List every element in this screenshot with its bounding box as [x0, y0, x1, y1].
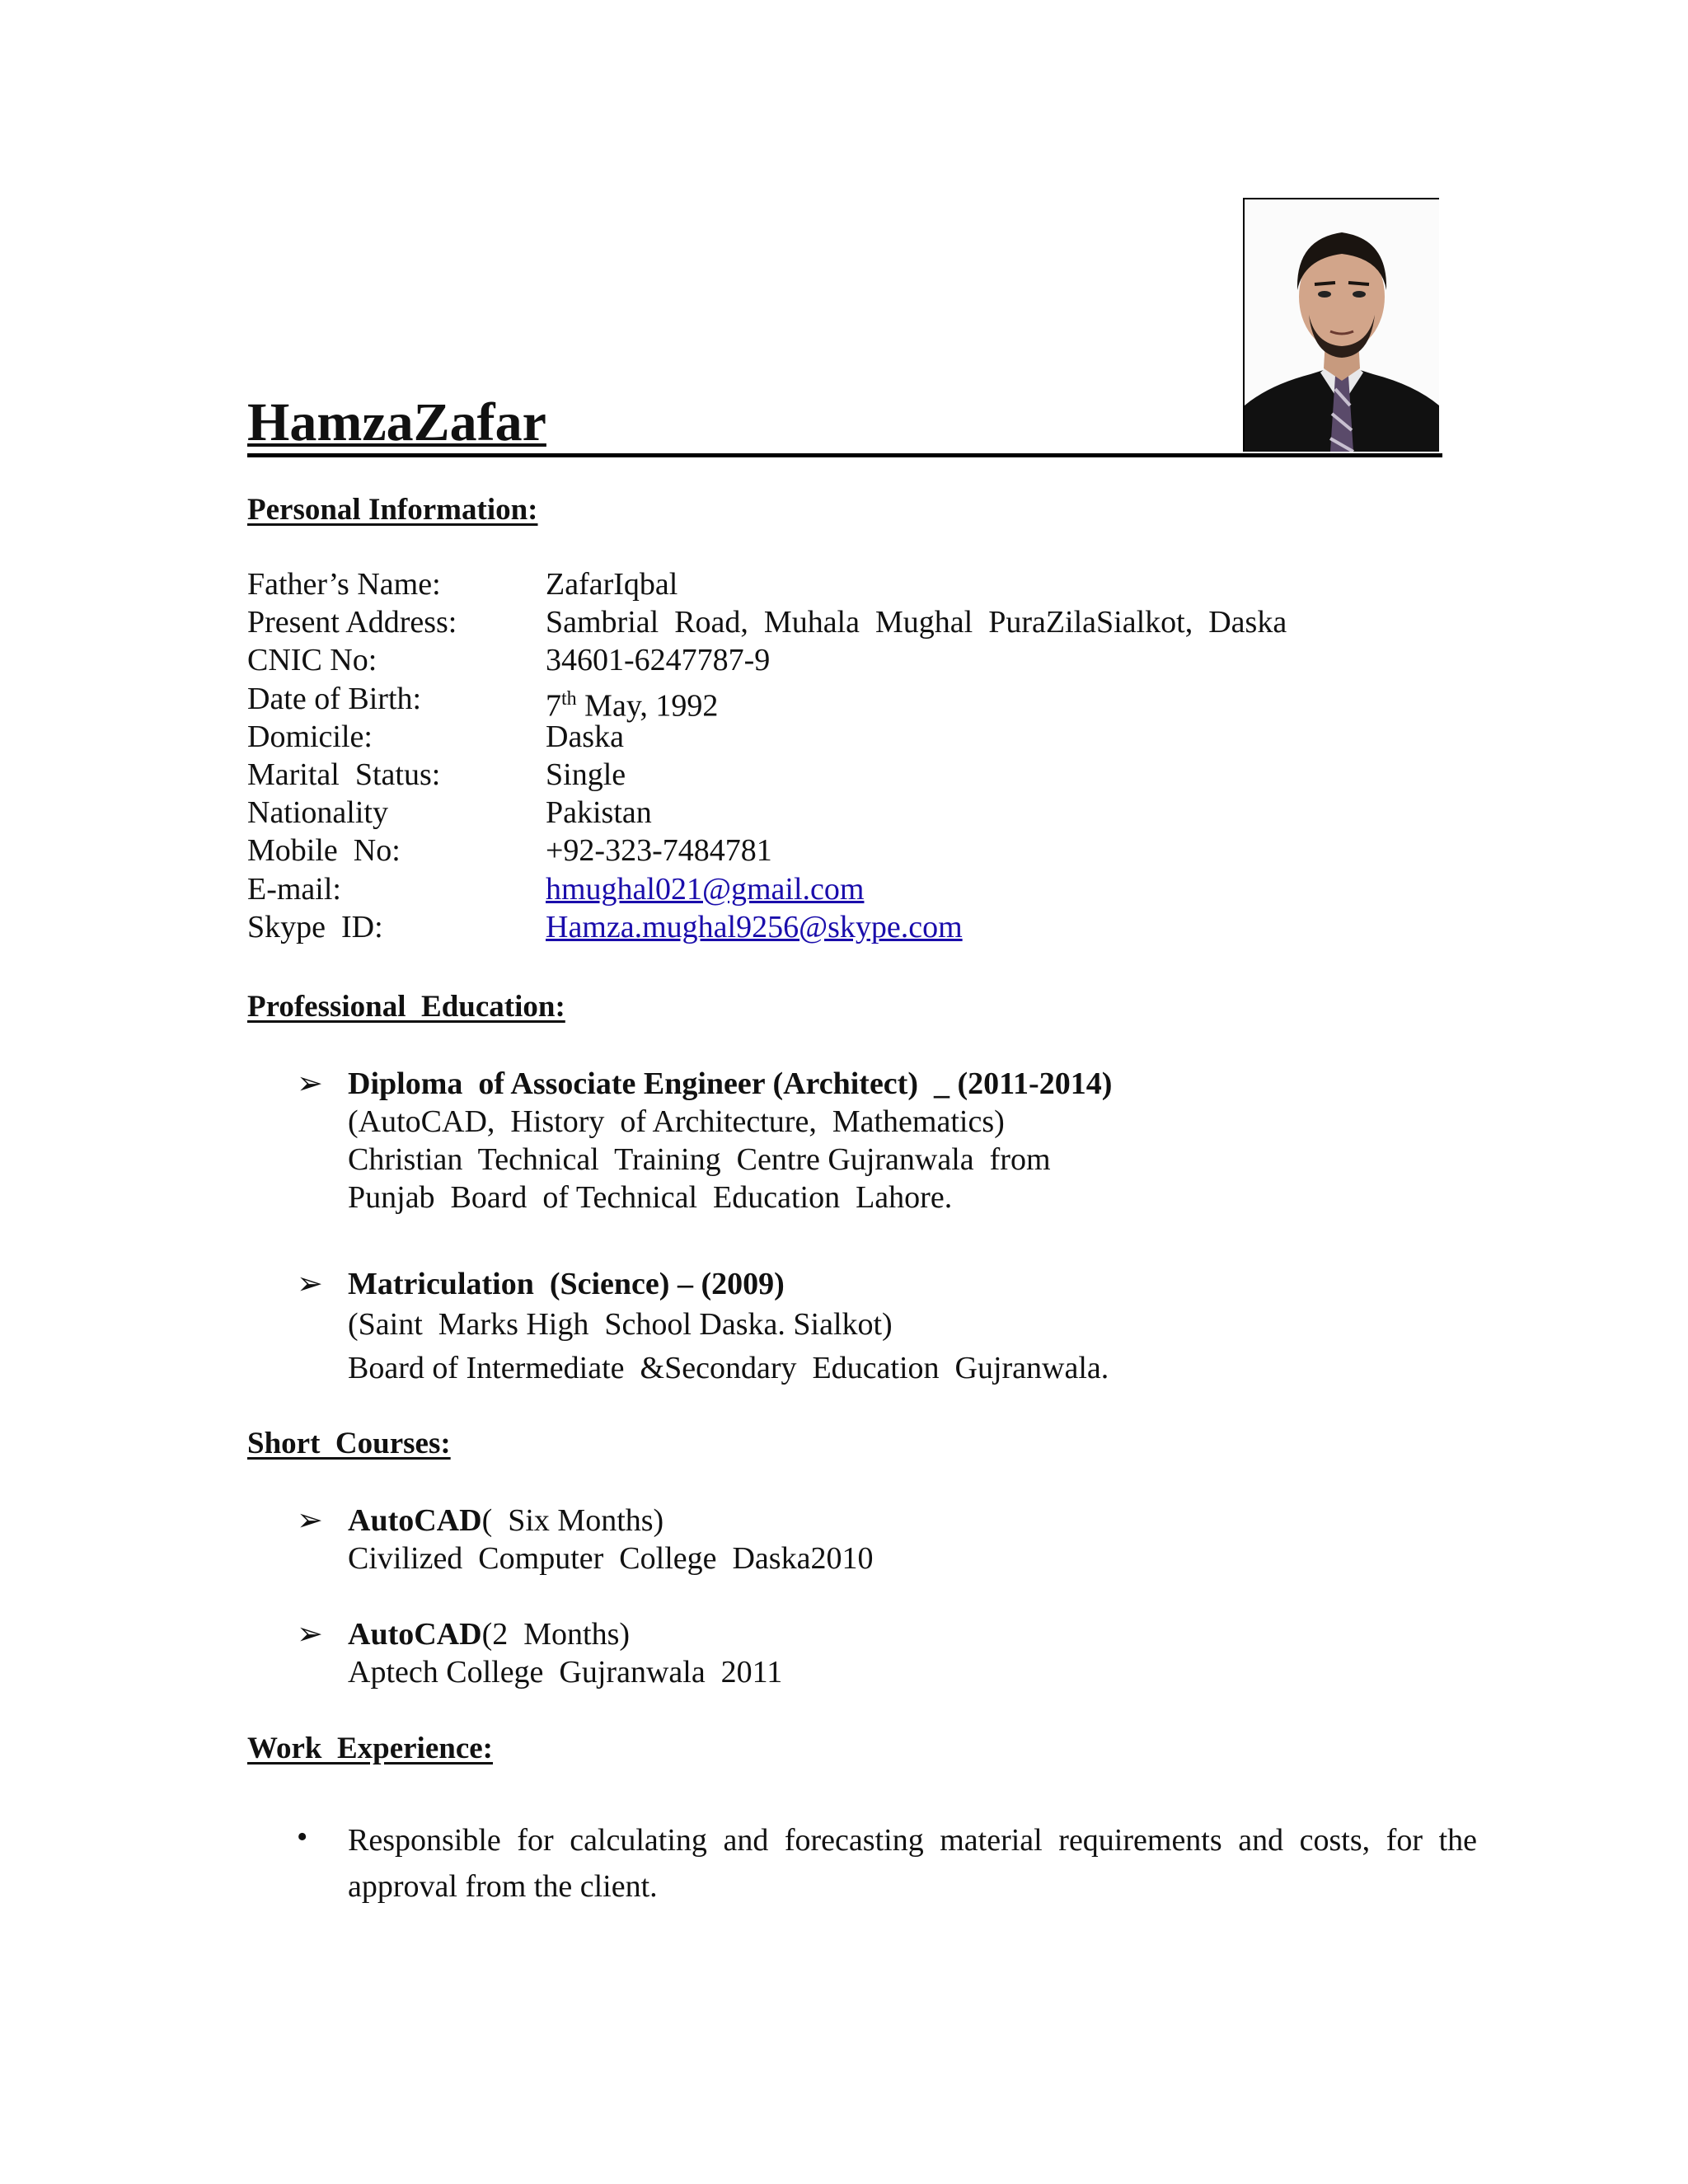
info-value: Single [546, 757, 626, 792]
course-duration: (2 Months) [481, 1617, 631, 1652]
education-line: Christian Technical Training Centre Gujranwala from [348, 1142, 1051, 1177]
education-heading: Professional Education: [247, 990, 565, 1024]
info-label: Marital Status: [247, 757, 441, 792]
education-title: Matriculation (Science) – (2009) [348, 1267, 785, 1301]
arrow-bullet-icon: ➢ [297, 1066, 323, 1101]
email-link[interactable]: hmughal021@gmail.com [546, 871, 865, 907]
info-label: Nationality [247, 795, 388, 831]
info-label: Father’s Name: [247, 567, 441, 602]
info-label: Domicile: [247, 719, 373, 754]
info-value: Daska [546, 719, 624, 754]
info-value: Sambrial Road, Muhala Mughal PuraZilaSialkot, Daska [546, 605, 1287, 640]
personal-info-heading: Personal Information: [247, 493, 538, 527]
info-label: E-mail: [247, 871, 341, 907]
arrow-bullet-icon: ➢ [297, 1617, 323, 1652]
info-label: Date of Birth: [247, 681, 422, 716]
course-title: AutoCAD [348, 1503, 482, 1538]
course-title: AutoCAD [348, 1617, 482, 1652]
dob-day: 7 [546, 688, 561, 724]
education-title: Diploma of Associate Engineer (Architect) _ (2011-2014) [348, 1066, 1113, 1101]
candidate-name: HamzaZafar [247, 392, 546, 452]
education-line: (AutoCAD, History of Architecture, Mathematics) [348, 1104, 1005, 1139]
course-duration: ( Six Months) [481, 1503, 664, 1538]
skype-link[interactable]: Hamza.mughal9256@skype.com [546, 909, 963, 944]
work-experience-heading: Work Experience: [247, 1732, 494, 1765]
info-label: Skype ID: [247, 909, 383, 944]
info-label: Mobile No: [247, 833, 401, 869]
dob-rest: May, 1992 [576, 688, 719, 724]
work-description: Responsible for calculating and forecasting material requirements and costs, for the approval from the client. [348, 1823, 1477, 1904]
course-line: Aptech College Gujranwala 2011 [348, 1655, 783, 1690]
education-line: Punjab Board of Technical Education Lahore. [348, 1180, 953, 1215]
dot-bullet-icon: • [297, 1820, 308, 1854]
course-line: Civilized Computer College Daska2010 [348, 1541, 874, 1576]
info-label: CNIC No: [247, 643, 377, 678]
info-value: +92-323-7484781 [546, 833, 772, 869]
education-line: Board of Intermediate &Secondary Education Gujranwala. [348, 1351, 1109, 1385]
info-value: ZafarIqbal [546, 567, 678, 602]
info-value: 34601-6247787-9 [546, 643, 771, 678]
arrow-bullet-icon: ➢ [297, 1503, 323, 1538]
short-courses-heading: Short Courses: [247, 1427, 451, 1460]
education-line: (Saint Marks High School Daska. Sialkot) [348, 1307, 893, 1342]
name-header [247, 387, 1442, 457]
arrow-bullet-icon: ➢ [297, 1267, 323, 1301]
info-label: Present Address: [247, 605, 457, 640]
info-value: Pakistan [546, 795, 652, 831]
dob-suffix: th [561, 687, 577, 710]
